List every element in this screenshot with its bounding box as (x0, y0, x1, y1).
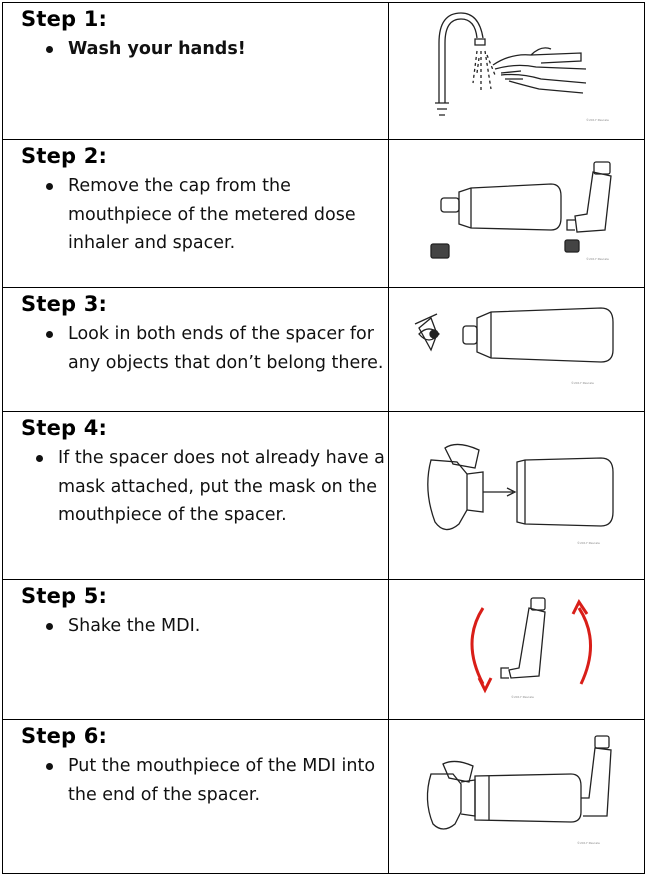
step-text-cell (3, 720, 389, 874)
svg-text:©2017 Pascale: ©2017 Pascale (577, 841, 601, 845)
step-bullet-list (3, 444, 388, 530)
step-text-cell (3, 288, 389, 412)
step-bullet: Remove the cap from the mouthpiece of the metered dose inhaler and spacer. (46, 172, 388, 258)
step-row-6 (3, 720, 645, 874)
step-bullet: Wash your hands! (46, 35, 388, 64)
step-bullet: Put the mouthpiece of the MDI into the end of the spacer. (46, 752, 388, 809)
step-illustration-cell (388, 720, 644, 874)
step-illustration-cell (388, 288, 644, 412)
svg-text:©2017 Pascale: ©2017 Pascale (586, 257, 610, 261)
shake-inhaler-icon (401, 580, 631, 715)
step-bullet: Shake the MDI. (46, 612, 388, 641)
eye-inspecting-spacer-icon (401, 288, 631, 398)
step-text-cell (3, 140, 389, 288)
step-bullet-list (3, 35, 388, 64)
step-bullet-list (3, 612, 388, 641)
step-row-5 (3, 580, 645, 720)
svg-text:©2017 Pascale: ©2017 Pascale (571, 381, 595, 385)
step-title: Step 6: (21, 724, 108, 748)
step-text-cell (3, 412, 389, 580)
mask-attach-spacer-icon (401, 412, 631, 562)
step-text-cell (3, 3, 389, 140)
step-title: Step 5: (21, 584, 108, 608)
svg-text:©2017 Pascale: ©2017 Pascale (577, 541, 601, 545)
step-title: Step 1: (21, 7, 108, 31)
step-bullet-list (3, 752, 388, 809)
step-row-3 (3, 288, 645, 412)
step-illustration-cell (388, 580, 644, 720)
step-title: Step 2: (21, 144, 108, 168)
step-illustration-cell (388, 140, 644, 288)
step-text-cell (3, 580, 389, 720)
step-illustration-cell (388, 3, 644, 140)
step-row-2 (3, 140, 645, 288)
inhaler-caps-removed-icon (401, 140, 631, 270)
inhaler-into-spacer-icon (401, 720, 631, 855)
step-illustration-cell (388, 412, 644, 580)
step-row-1 (3, 3, 645, 140)
step-title: Step 3: (21, 292, 108, 316)
svg-text:©2017 Pascale: ©2017 Pascale (511, 695, 535, 699)
hand-washing-icon (401, 3, 631, 128)
step-title: Step 4: (21, 416, 108, 440)
step-row-4 (3, 412, 645, 580)
step-bullet-list (3, 172, 388, 258)
step-bullet: If the spacer does not already have a mask attached, put the mask on the mouthpiece of the spacer. (36, 444, 388, 530)
step-bullet-list (3, 320, 388, 377)
step-bullet: Look in both ends of the spacer for any objects that don’t belong there. (46, 320, 388, 377)
steps-table (2, 2, 645, 874)
svg-text:©2017 Pascale: ©2017 Pascale (586, 118, 610, 122)
